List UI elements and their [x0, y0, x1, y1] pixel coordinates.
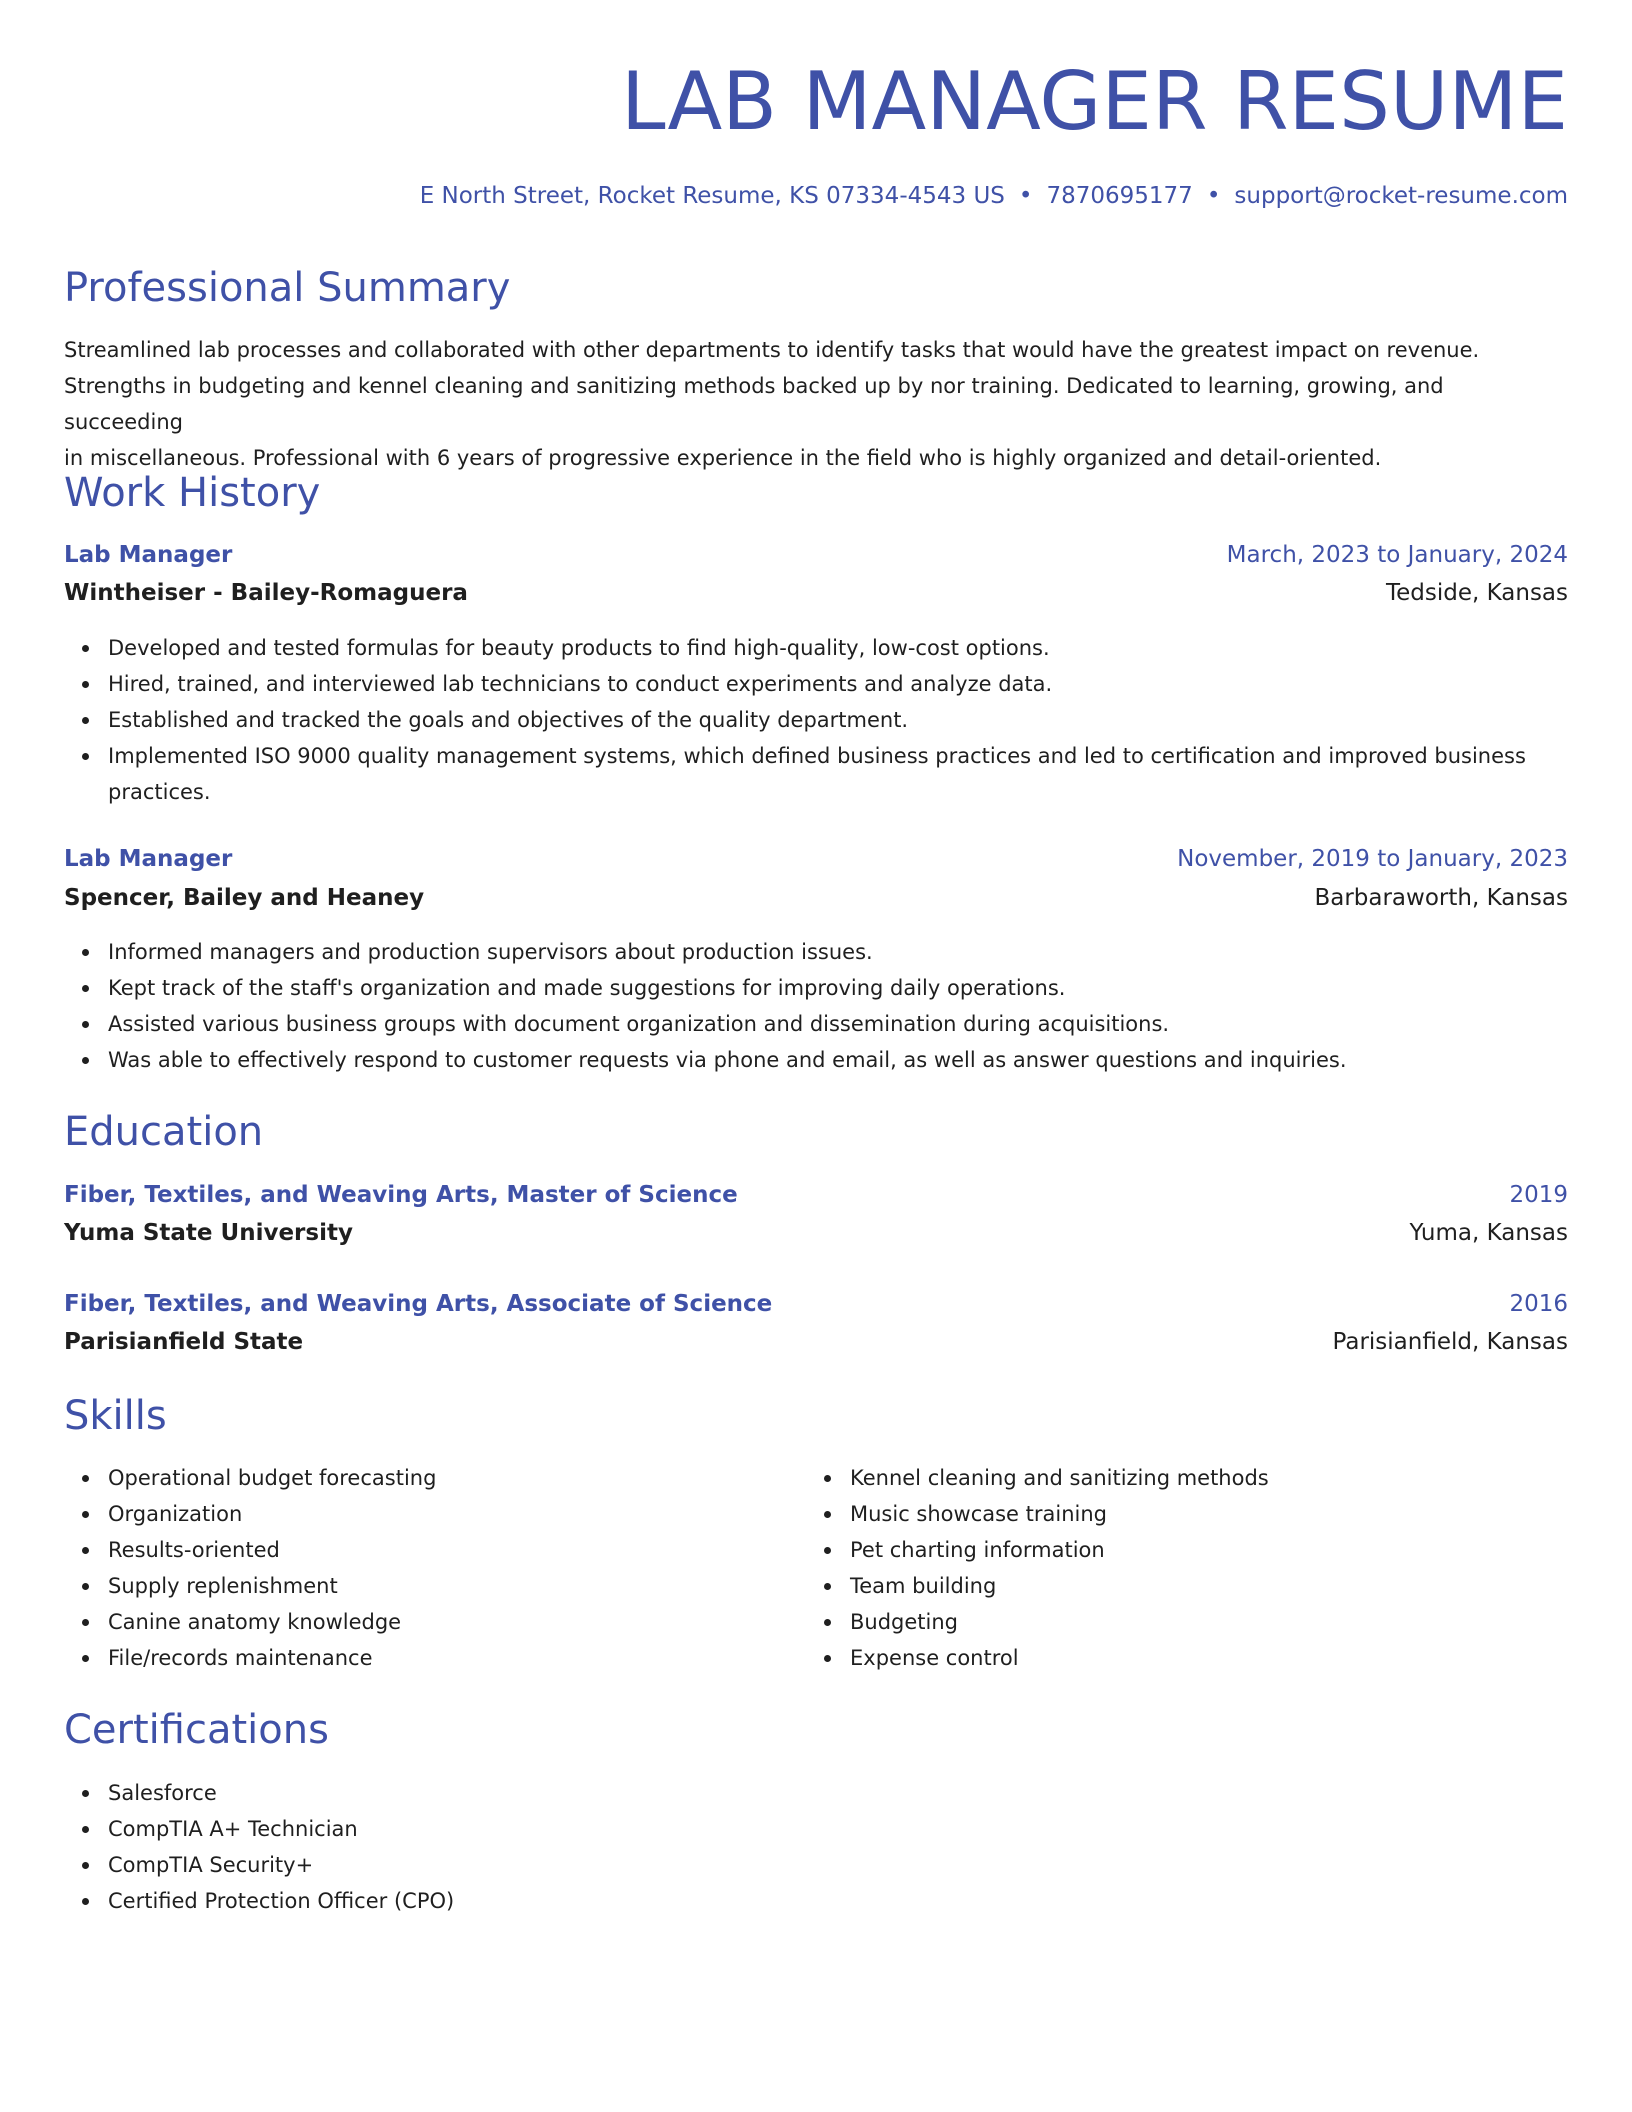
email-link[interactable]: support@rocket-resume.com [1234, 183, 1568, 209]
list-item: Kept track of the staff's organization and made suggestions for improving daily operations. [108, 970, 1568, 1006]
summary-text [64, 332, 1568, 476]
school-location: Parisianfield, Kansas [1332, 1329, 1568, 1355]
certification-item: Certified Protection Officer (CPO) [108, 1883, 1108, 1919]
job-location: Barbaraworth, Kansas [1314, 885, 1568, 911]
certification-item: Salesforce [108, 1775, 1108, 1811]
certification-item: CompTIA A+ Technician [108, 1811, 1108, 1847]
job-dates: November, 2019 to January, 2023 [1177, 846, 1568, 872]
contact-line [420, 181, 1568, 211]
list-item: Established and tracked the goals and objectives of the quality department. [108, 702, 1568, 738]
degree: Fiber, Textiles, and Weaving Arts, Associate of Science [64, 1291, 773, 1317]
education-heading: Education [64, 1109, 264, 1155]
list-item: Was able to effectively respond to customer requests via phone and email, as well as answer questions and inquiries. [108, 1042, 1568, 1078]
degree-row [64, 1179, 1568, 1211]
skill-item: Results-oriented [108, 1532, 798, 1568]
separator-dot: • [1206, 183, 1221, 209]
certifications-list [64, 1775, 1108, 1919]
company-name: Spencer, Bailey and Heaney [64, 885, 425, 911]
skill-item: Expense control [850, 1640, 1570, 1676]
job-company-row [64, 577, 1568, 609]
skills-list-right [806, 1460, 1570, 1676]
job-title: Lab Manager [64, 846, 233, 872]
school-location: Yuma, Kansas [1409, 1220, 1568, 1246]
list-item: Assisted various business groups with document organization and dissemination during acquisitions. [108, 1006, 1568, 1042]
graduation-year: 2019 [1509, 1182, 1568, 1208]
summary-line: Streamlined lab processes and collaborated with other departments to identify tasks that would have the greatest impact on revenue. [64, 338, 1480, 362]
list-item-continuation: practices. [108, 780, 211, 804]
company-name: Wintheiser - Bailey-Romaguera [64, 580, 468, 606]
work-history-heading: Work History [64, 470, 321, 516]
school-name: Parisianfield State [64, 1329, 304, 1355]
skill-item: Pet charting information [850, 1532, 1570, 1568]
job-company-row [64, 882, 1568, 914]
job-title-row [64, 843, 1568, 875]
skill-item: Music showcase training [850, 1496, 1570, 1532]
job-location: Tedside, Kansas [1385, 580, 1568, 606]
skill-item: Kennel cleaning and sanitizing methods [850, 1460, 1570, 1496]
skill-item: Canine anatomy knowledge [108, 1604, 798, 1640]
skill-item: Team building [850, 1568, 1570, 1604]
job-title-row [64, 539, 1568, 571]
list-item: Developed and tested formulas for beauty products to find high-quality, low-cost options. [108, 630, 1568, 666]
list-item: Hired, trained, and interviewed lab technicians to conduct experiments and analyze data. [108, 666, 1568, 702]
separator-dot: • [1018, 183, 1033, 209]
skill-item: Organization [108, 1496, 798, 1532]
school-row [64, 1326, 1568, 1358]
summary-line: Strengths in budgeting and kennel cleaning and sanitizing methods backed up by nor training. Dedicated to learning, growing, and succeeding [64, 374, 1444, 434]
graduation-year: 2016 [1509, 1291, 1568, 1317]
address: E North Street, Rocket Resume, KS 07334-4543 US [419, 183, 1005, 209]
list-item: Informed managers and production supervisors about production issues. [108, 934, 1568, 970]
skill-item: Operational budget forecasting [108, 1460, 798, 1496]
school-name: Yuma State University [64, 1220, 353, 1246]
job-bullets [64, 934, 1568, 1078]
job-bullets [64, 630, 1568, 810]
skill-item: Supply replenishment [108, 1568, 798, 1604]
skill-item: File/records maintenance [108, 1640, 798, 1676]
summary-line: in miscellaneous. Professional with 6 years of progressive experience in the field who is highly organized and detail-oriented. [64, 446, 1382, 470]
degree: Fiber, Textiles, and Weaving Arts, Master of Science [64, 1182, 738, 1208]
job-title: Lab Manager [64, 542, 233, 568]
resume-title: LAB MANAGER RESUME [621, 55, 1568, 148]
summary-heading: Professional Summary [64, 265, 511, 311]
skills-list-left [64, 1460, 798, 1676]
degree-row [64, 1288, 1568, 1320]
skills-heading: Skills [64, 1393, 167, 1439]
job-dates: March, 2023 to January, 2024 [1226, 542, 1568, 568]
certifications-heading: Certifications [64, 1707, 329, 1753]
certification-item: CompTIA Security+ [108, 1847, 1108, 1883]
list-item: Implemented ISO 9000 quality management systems, which defined business practices and led to certification and improved business [108, 738, 1568, 774]
school-row [64, 1217, 1568, 1249]
skill-item: Budgeting [850, 1604, 1570, 1640]
phone: 7870695177 [1046, 183, 1193, 209]
